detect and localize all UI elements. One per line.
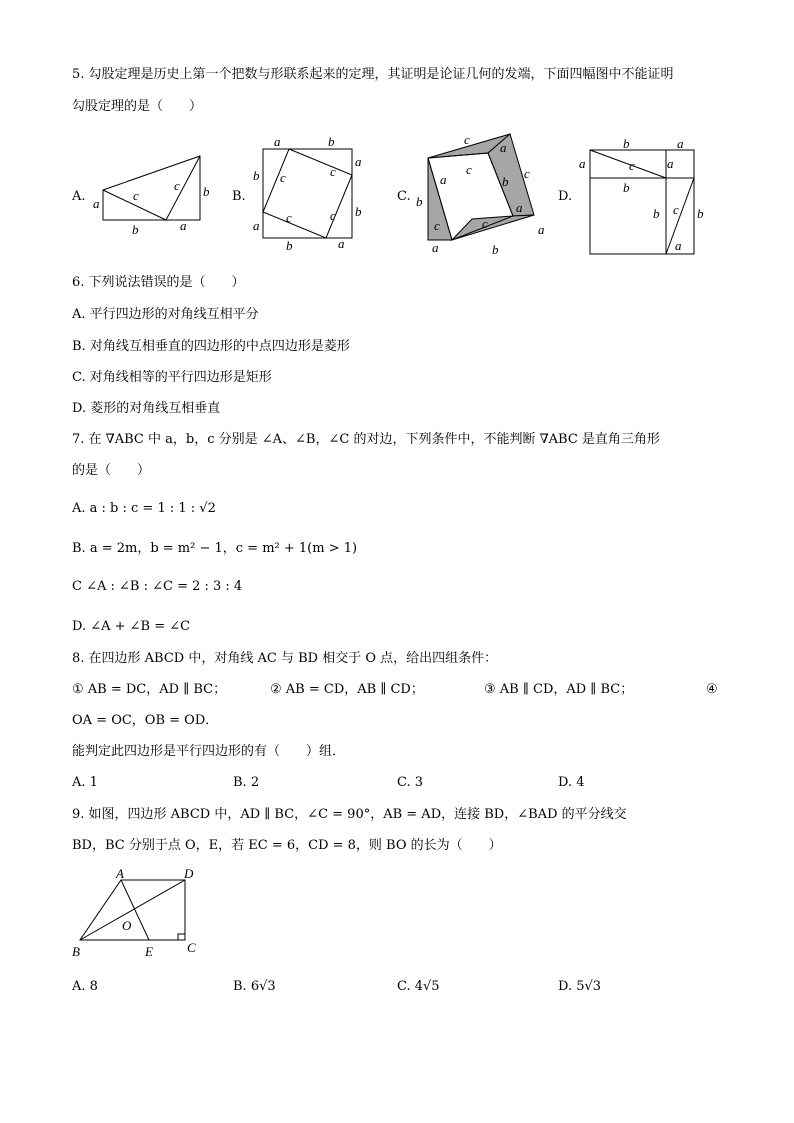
q5b-label-c1: c (280, 170, 286, 185)
q5b-label-b-bottom: b (286, 238, 293, 253)
q9-stem-line2: BD，BC 分别于点 O，E，若 EC = 6，CD = 8，则 BO 的长为（ ） (72, 838, 502, 853)
q5b-label-b-left: b (253, 168, 260, 183)
q9-figure (68, 864, 218, 964)
q9-option-a: A. 8 (72, 979, 98, 994)
q5-figure-c (412, 130, 554, 260)
q9-point-o: O (122, 918, 132, 933)
q5a-side-a2: a (180, 218, 187, 233)
q6-stem: 6. 下列说法错误的是（ ） (72, 275, 245, 290)
q6-option-b: B. 对角线互相垂直的四边形的中点四边形是菱形 (72, 339, 350, 354)
q5c-label-a-bottom: a (432, 240, 439, 255)
q5d-label-a-top: a (677, 136, 684, 151)
q5c-label-a-inner-left: a (440, 172, 447, 187)
q5c-label-a-inner: a (516, 200, 523, 215)
q5b-label-c3: c (286, 210, 292, 225)
q9-point-e: E (145, 944, 153, 959)
q9-point-d: D (184, 866, 194, 881)
q9-option-b: B. 6√3 (233, 979, 276, 994)
q5d-label-b-right: b (697, 206, 704, 221)
q5c-label-c-left: c (434, 218, 440, 233)
q5c-label-b-bottom: b (492, 242, 499, 257)
q5b-label-b-top: b (328, 134, 335, 149)
q8-condition-2: ② AB = CD，AB ∥ CD； (270, 682, 424, 697)
q9-stem-line1: 9. 如图，四边形 ABCD 中，AD ∥ BC，∠C = 90°，AB = AD，连接 BD，∠BAD 的平分线交 (72, 807, 627, 822)
q5-figure-a (88, 148, 218, 238)
q5-option-a-label: A. (72, 189, 86, 204)
q6-option-a: A. 平行四边形的对角线互相平分 (72, 307, 259, 322)
q5d-label-b-inner: b (653, 206, 660, 221)
q8-stem-line4: 能判定此四边形是平行四边形的有（ ）组． (72, 744, 346, 759)
q6-option-d: D. 菱形的对角线互相垂直 (72, 401, 221, 416)
q5-stem-line2: 勾股定理的是（ ） (72, 99, 203, 114)
q5d-label-a-left: a (579, 156, 586, 171)
q9-point-a: A (116, 866, 124, 881)
q5c-label-c-inner: c (466, 162, 472, 177)
q8-condition-4: ④ (706, 682, 718, 697)
q5c-label-b-inner-right: b (502, 174, 509, 189)
q5d-label-a-mid: a (667, 156, 674, 171)
q5c-label-a-right: a (538, 222, 545, 237)
q5d-label-c-inner: c (673, 202, 679, 217)
q5b-label-a-right: a (355, 154, 362, 169)
q5-figure-b (250, 134, 370, 254)
q8-option-a: A. 1 (72, 775, 98, 790)
q5b-label-c4: c (330, 208, 336, 223)
q5-option-c-label: C. (397, 189, 411, 204)
q8-option-b: B. 2 (233, 775, 260, 790)
q7-option-a: A. a : b : c = 1 : 1 : √2 (72, 501, 216, 516)
q7-option-d: D. ∠A + ∠B = ∠C (72, 619, 191, 634)
q9-option-c: C. 4√5 (397, 979, 440, 994)
q5c-label-c-top: c (464, 132, 470, 147)
q8-stem-line3: OA = OC，OB = OD． (72, 713, 219, 728)
q8-option-d: D. 4 (558, 775, 585, 790)
q5c-label-c-inner-bottom: c (482, 216, 488, 231)
q5b-label-a-bottom: a (338, 236, 345, 251)
q9-point-c: C (187, 940, 196, 955)
q6-option-c: C. 对角线相等的平行四边形是矩形 (72, 370, 272, 385)
q5b-label-a-left: a (253, 218, 260, 233)
q8-condition-1: ① AB = DC，AD ∥ BC； (72, 682, 227, 697)
q5d-label-b-mid: b (623, 180, 630, 195)
q5b-label-a-top: a (274, 134, 281, 149)
q7-stem-line1: 7. 在 ∇ABC 中 a，b，c 分别是 ∠A、∠B，∠C 的对边，下列条件中，不能判断 ∇ABC 是直角三角形 (72, 432, 660, 447)
q8-condition-3: ③ AB ∥ CD，AD ∥ BC； (484, 682, 634, 697)
q5a-side-b2: b (203, 184, 210, 199)
q5b-label-c2: c (330, 164, 336, 179)
q7-option-c: C ∠A : ∠B : ∠C = 2 : 3 : 4 (72, 579, 243, 594)
q5a-side-c1: c (133, 188, 139, 203)
q5c-label-b-left: b (416, 194, 423, 209)
q8-option-c: C. 3 (397, 775, 424, 790)
q5-option-b-label: B. (232, 189, 246, 204)
q5-figure-d (575, 134, 715, 258)
q5d-label-c-top: c (629, 158, 635, 173)
q5d-label-a-bottom: a (675, 238, 682, 253)
q5d-label-b-top: b (623, 136, 630, 151)
q7-stem-line2: 的是（ ） (72, 463, 151, 478)
q5a-side-c2: c (174, 178, 180, 193)
q9-option-d: D. 5√3 (558, 979, 602, 994)
q5b-label-b-right: b (355, 204, 362, 219)
q5-option-d-label: D. (558, 189, 573, 204)
q5c-label-c-right: c (524, 166, 530, 181)
q5a-side-a1: a (93, 196, 100, 211)
q8-stem-line1: 8. 在四边形 ABCD 中，对角线 AC 与 BD 相交于 O 点，给出四组条件： (72, 651, 498, 666)
q7-option-b: B. a = 2m，b = m² − 1，c = m² + 1(m > 1) (72, 541, 358, 556)
q5-stem-line1: 5. 勾股定理是历史上第一个把数与形联系起来的定理，其证明是论证几何的发端，下面四幅图中不能证明 (72, 67, 674, 82)
q5a-side-b1: b (132, 222, 139, 237)
q9-point-b: B (72, 944, 80, 959)
q5c-label-a-topright: a (500, 140, 507, 155)
